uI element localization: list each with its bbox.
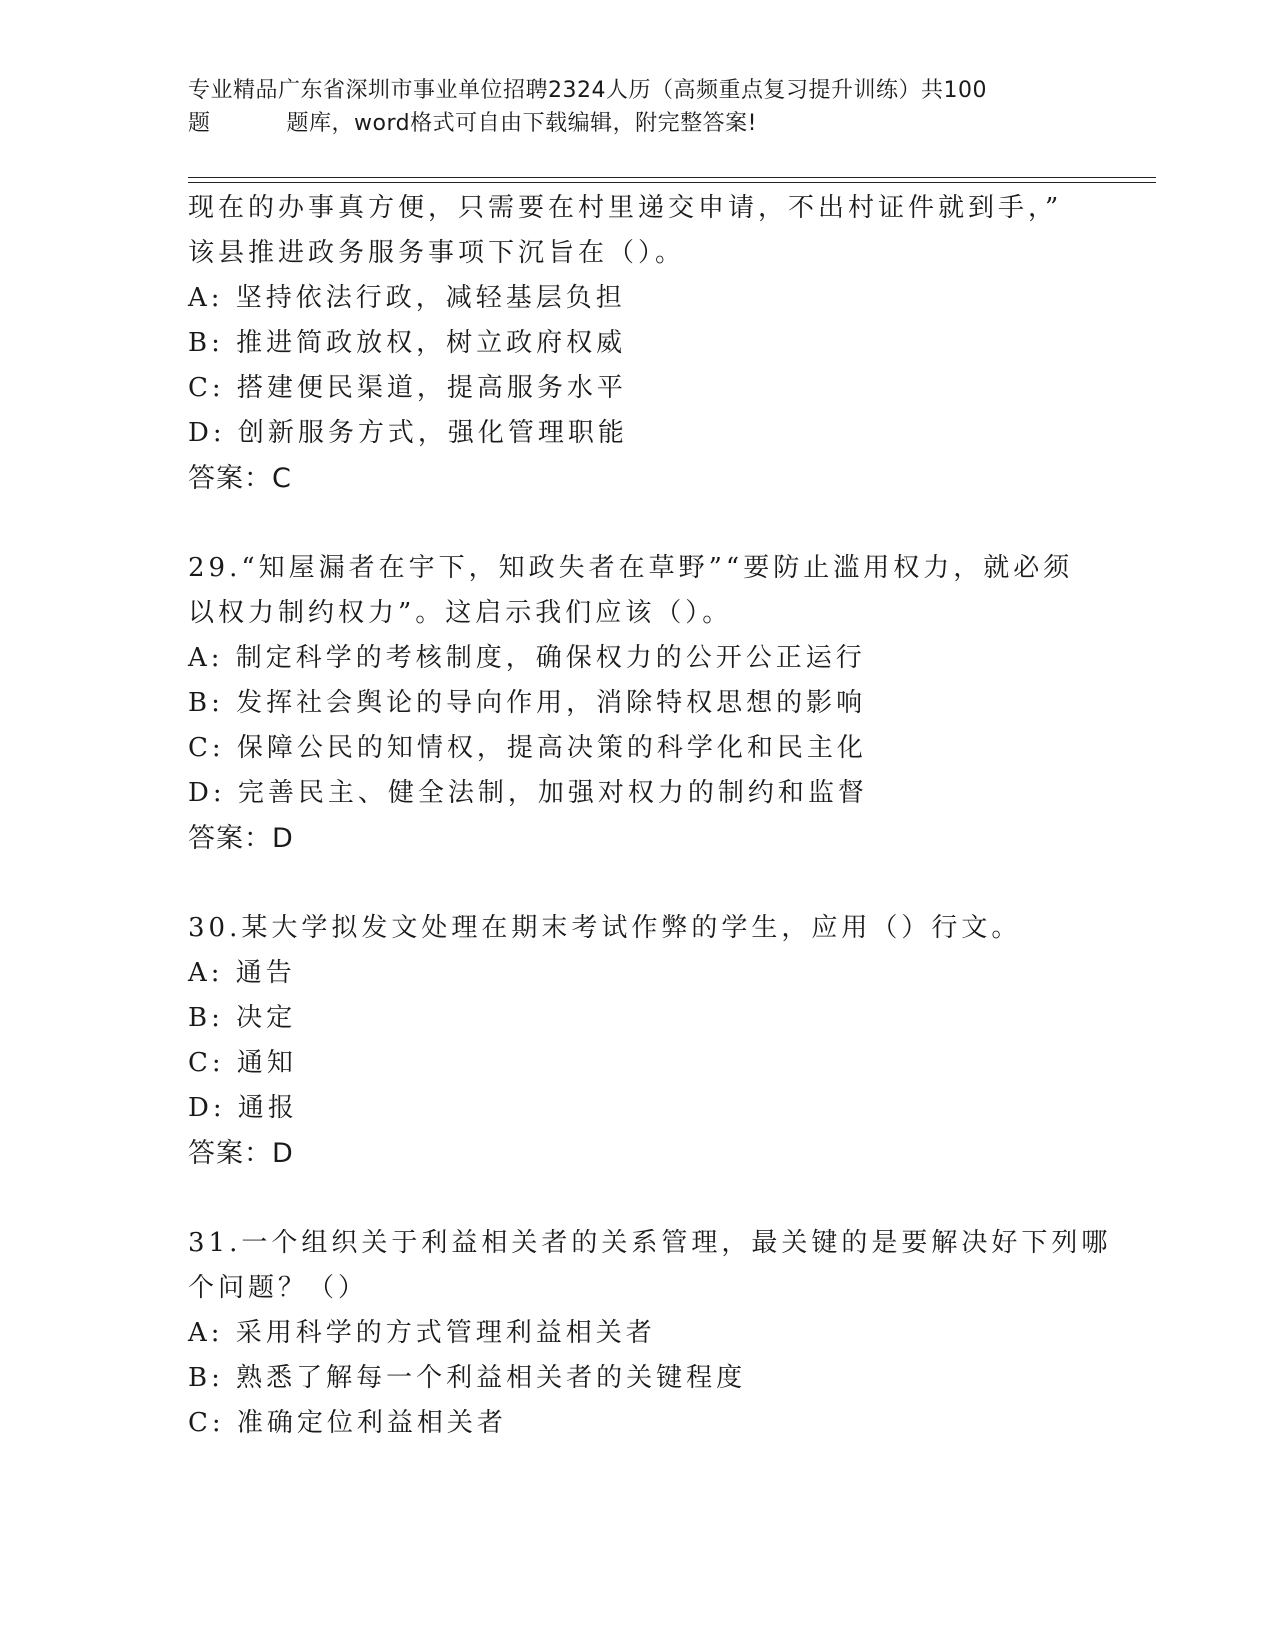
option-d: D: 创新服务方式，强化管理职能 [188,418,628,448]
question-stem-line: 30.某大学拟发文处理在期末考试作弊的学生，应用（）行文。 [188,913,1022,943]
option-c: C: 通知 [188,1048,297,1078]
option-b: B: 发挥社会舆论的导向作用，消除特权思想的影响 [188,688,867,718]
page-header [188,74,1078,140]
question-29 [188,546,1088,861]
header-title-line1: 专业精品广东省深圳市事业单位招聘2324人历（高频重点复习提升训练）共100 [188,78,987,103]
question-list [188,186,1112,1446]
option-a: A: 通告 [188,958,296,988]
spacer [188,1176,1088,1221]
header-line2-start: 题 [188,111,211,136]
option-b: B: 熟悉了解每一个利益相关者的关键程度 [188,1363,747,1393]
question-stem-line: 该县推进政务服务事项下沉旨在（）。 [188,238,686,268]
option-c: C: 准确定位利益相关者 [188,1408,507,1438]
option-b: B: 推进简政放权，树立政府权威 [188,328,627,358]
header-divider-top [188,177,1156,178]
option-c: C: 搭建便民渠道，提高服务水平 [188,373,627,403]
option-d: D: 通报 [188,1093,298,1123]
option-b: B: 决定 [188,1003,297,1033]
question-30 [188,906,1088,1176]
answer-label: 答案：D [188,1138,294,1169]
spacer [188,501,1088,546]
question-stem-line: 现在的办事真方便，只需要在村里递交申请，不出村证件就到手，” [188,193,1063,223]
header-divider-bottom [188,182,1156,183]
spacer [188,861,1088,906]
answer-label: 答案：D [188,823,294,854]
option-a: A: 制定科学的考核制度，确保权力的公开公正运行 [188,643,866,673]
header-line2-gap [211,107,287,140]
option-c: C: 保障公民的知情权，提高决策的科学化和民主化 [188,733,867,763]
header-title-line2 [188,107,1078,140]
option-d: D: 完善民主、健全法制，加强对权力的制约和监督 [188,778,868,808]
answer-label: 答案：C [188,463,292,494]
question-stem-line: 以权力制约权力”。这启示我们应该（）。 [188,598,733,628]
header-line2-rest: 题库，word格式可自由下载编辑，附完整答案! [286,111,757,136]
question-stem-line: 29.“知屋漏者在宇下，知政失者在草野”“要防止滥用权力，就必须 [188,553,1074,583]
question-28 [188,186,1088,501]
question-stem-line: 31.一个组织关于利益相关者的关系管理，最关键的是要解决好下列哪 [188,1228,1112,1258]
question-stem-line: 个问题？（） [188,1273,369,1303]
option-a: A: 坚持依法行政，减轻基层负担 [188,283,626,313]
question-31 [188,1221,1112,1446]
option-a: A: 采用科学的方式管理利益相关者 [188,1318,656,1348]
